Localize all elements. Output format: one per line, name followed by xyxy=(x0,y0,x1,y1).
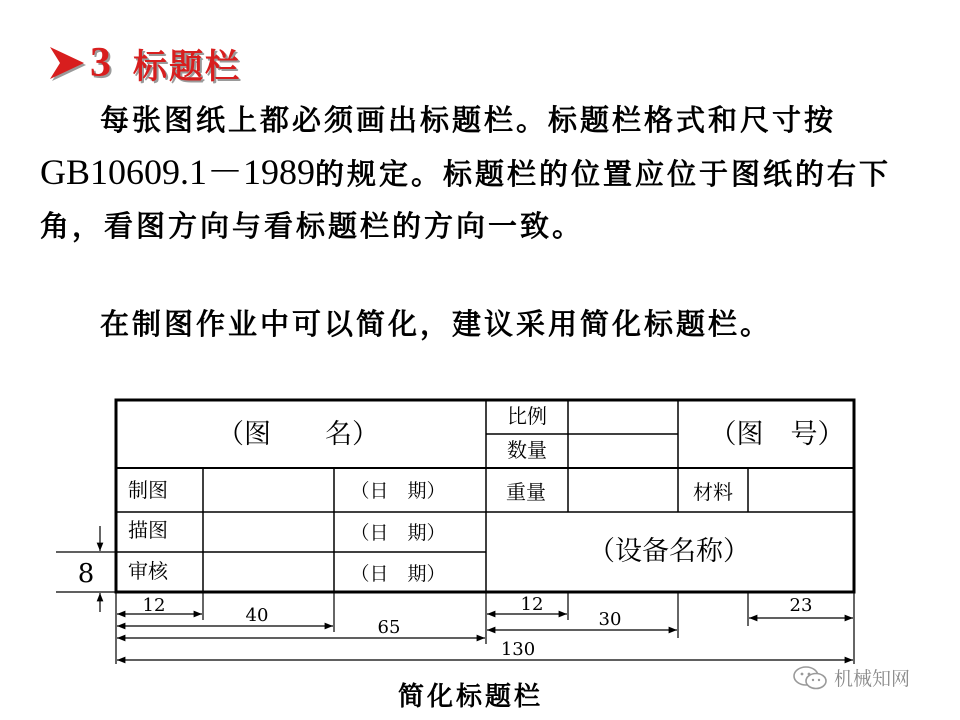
date-cell-3: （日 期） xyxy=(350,563,446,585)
standard-code: GB10609.1－1989 xyxy=(40,152,316,192)
extension-lines xyxy=(116,592,854,664)
equipment-name-cell: （设备名称） xyxy=(588,536,750,567)
weight-label: 重量 xyxy=(506,480,546,504)
paragraph1-part2: 的规定。标题栏的位置应位于图纸的右下角，看图方向与看标题栏的方向一致。 xyxy=(40,157,892,243)
dim-label-130: 130 xyxy=(500,639,536,660)
dim-label-23: 23 xyxy=(789,595,813,616)
drawing-name-cell: （图 名） xyxy=(217,419,379,450)
dim-label-12b: 12 xyxy=(520,594,544,615)
date-cell-2: （日 期） xyxy=(350,522,446,544)
paragraph2-text: 在制图作业中可以简化，建议采用简化标题栏。 xyxy=(100,307,773,341)
reviewed-by-label: 审核 xyxy=(128,559,168,583)
dim-label-8: 8 xyxy=(77,559,95,589)
section-number: 3 xyxy=(90,40,111,86)
date-cell-1: （日 期） xyxy=(350,480,446,502)
quantity-label: 数量 xyxy=(507,438,547,462)
watermark xyxy=(792,664,910,691)
paragraph1-part1: 每张图纸上都必须画出标题栏。标题栏格式和尺寸按 xyxy=(100,103,837,137)
dim-label-12a: 12 xyxy=(142,595,166,616)
scale-label: 比例 xyxy=(507,404,547,428)
dim-label-40: 40 xyxy=(245,605,269,626)
drawn-by-label: 制图 xyxy=(128,478,168,502)
figure-caption: 简化标题栏 xyxy=(398,682,544,712)
section-title: 标题栏 xyxy=(133,46,241,87)
dim-label-30: 30 xyxy=(598,609,622,630)
watermark-text: 机械知网 xyxy=(834,668,911,690)
dim-label-65: 65 xyxy=(377,617,401,638)
traced-by-label: 描图 xyxy=(128,518,168,542)
wechat-icon xyxy=(792,665,828,691)
dimension-lines xyxy=(117,614,853,660)
drawing-number-cell: （图 号） xyxy=(709,419,845,450)
material-label: 材料 xyxy=(693,480,733,504)
